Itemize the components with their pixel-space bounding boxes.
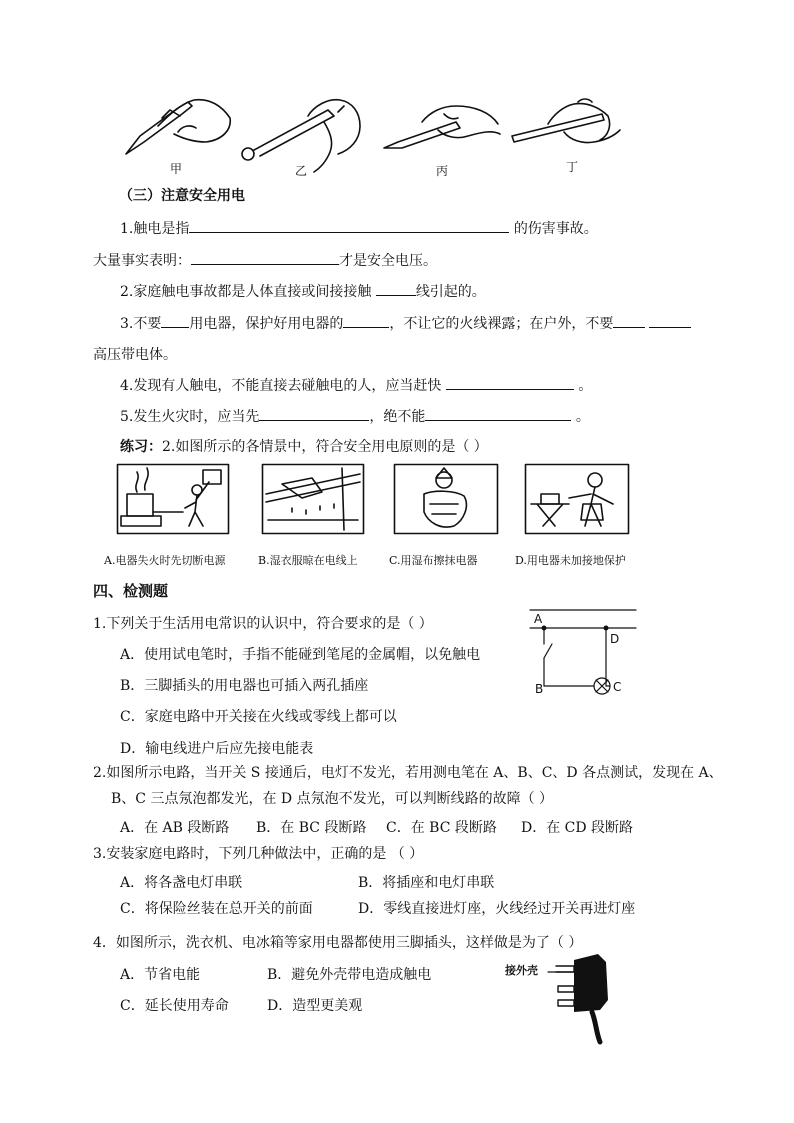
- q1-pre: 1.触电是指: [120, 221, 190, 237]
- q3-continuation: 高压带电体。: [93, 347, 177, 363]
- fact-pre: 大量事实表明：: [93, 253, 191, 269]
- q2-blank: [376, 281, 416, 296]
- test-q1-option-a: A．使用试电笔时，手指不能碰到笔尾的金属帽，以免触电: [120, 647, 481, 663]
- q2-post: 线引起的。: [415, 284, 486, 300]
- scenario-figure-d: [525, 464, 629, 534]
- q2-pre: 2.家庭触电事故都是人体直接或间接接触: [120, 284, 372, 300]
- q4-pre: 4.发现有人触电，不能直接去碰触电的人，应当赶快: [120, 378, 442, 394]
- practice-text: 2.如图所示的各情景中，符合安全用电原则的是（ ）: [162, 439, 488, 455]
- q1-blank: [189, 218, 509, 233]
- q3-b: 用电器，保护好用电器的: [189, 316, 344, 332]
- test-q1-option-d: D．输电线进户后应先接电能表: [120, 741, 314, 757]
- q3-a: 3.不要: [120, 316, 162, 332]
- q4-blank: [446, 375, 574, 390]
- circuit-label-b: B: [535, 682, 544, 696]
- q1-line: [120, 218, 598, 238]
- q1-post: 的伤害事故。: [513, 221, 598, 237]
- test-q3: 3.安装家庭电路时，下列几种做法中，正确的是 （ ）: [93, 846, 424, 862]
- q4-line: [120, 375, 592, 395]
- fact-line: [93, 250, 437, 270]
- test-q1-option-b: B．三脚插头的用电器也可插入两孔插座: [120, 678, 369, 694]
- test-q1-option-c: C．家庭电路中开关接在火线或零线上都可以: [120, 709, 397, 725]
- section-4-title: 四、检测题: [93, 582, 169, 600]
- q2-line: [120, 281, 486, 301]
- test-q2-line1: 2.如图所示电路，当开关 S 接通后，电灯不发光，若用测电笔在 A、B、C、D 各点测试，发现在 A、: [93, 765, 723, 781]
- circuit-label-c: C: [613, 680, 622, 694]
- test-pen-figure-yi: [238, 92, 368, 172]
- fact-post: 才是安全电压。: [339, 253, 437, 269]
- test-q1: 1.下列关于生活用电常识的认识中，符合要求的是（ ）: [93, 616, 433, 632]
- pen-label-jia: 甲: [170, 162, 183, 176]
- q5-blank-1: [259, 406, 369, 421]
- practice-label: 练习：: [120, 439, 162, 455]
- test-q2-option-a: A．在 AB 段断路: [120, 820, 230, 836]
- test-q2-option-c: C．在 BC 段断路: [386, 820, 497, 836]
- q3-blank-3: [613, 313, 645, 328]
- test-q2-line2: B、C 三点氖泡都发光，在 D 点氖泡不发光，可以判断线路的故障（ ）: [111, 791, 554, 807]
- fact-blank: [191, 250, 339, 265]
- circuit-diagram: [530, 604, 640, 700]
- practice-line: [120, 436, 488, 456]
- q3-blank-1: [161, 313, 189, 328]
- test-q3-option-c: C．将保险丝装在总开关的前面: [120, 901, 313, 917]
- scenario-figure-b: [262, 464, 364, 534]
- q4-post: 。: [578, 378, 593, 394]
- test-q4: 4．如图所示，洗衣机、电冰箱等家用电器都使用三脚插头，这样做是为了（ ）: [93, 935, 583, 951]
- q5-c: 。: [575, 409, 590, 425]
- test-q3-option-a: A．将各盏电灯串联: [120, 875, 243, 891]
- test-q4-option-c: C．延长使用寿命: [120, 998, 229, 1014]
- circuit-label-d: D: [610, 632, 620, 646]
- test-pen-figure-ding: [508, 96, 628, 166]
- pen-label-bing: 丙: [436, 164, 449, 178]
- q3-blank-4: [649, 313, 691, 328]
- q5-blank-2: [425, 406, 571, 421]
- test-q4-option-a: A．节省电能: [120, 967, 201, 983]
- q5-b: ，绝不能: [369, 409, 426, 425]
- pen-label-yi: 乙: [295, 164, 308, 178]
- q5-line: [120, 406, 590, 426]
- caption-b: B.湿衣服晾在电线上: [258, 554, 358, 567]
- test-pen-figure-jia: [118, 96, 238, 166]
- section-3-title: （三）注意安全用电: [119, 188, 245, 204]
- q3-c: ，不让它的火线裸露；在户外，不要: [389, 316, 614, 332]
- scenario-figure-c: [394, 464, 498, 534]
- test-q2-option-b: B．在 BC 段断路: [256, 820, 367, 836]
- q3-line: [120, 313, 691, 333]
- plug-label: 接外壳: [505, 964, 538, 977]
- test-q3-option-d: D．零线直接进灯座，火线经过开关再进灯座: [358, 901, 636, 917]
- caption-a: A.电器失火时先切断电源: [104, 554, 226, 567]
- test-pen-figure-bing: [378, 96, 508, 166]
- q5-a: 5.发生火灾时，应当先: [120, 409, 260, 425]
- caption-c: C.用湿布擦抹电器: [389, 554, 478, 567]
- scenario-figure-a: [117, 464, 229, 534]
- circuit-label-a: A: [534, 612, 543, 626]
- test-q2-option-d: D．在 CD 段断路: [521, 820, 634, 836]
- pen-label-ding: 丁: [566, 160, 579, 174]
- test-q4-option-b: B．避免外壳带电造成触电: [267, 967, 432, 983]
- q3-blank-2: [343, 313, 389, 328]
- test-q4-option-d: D．造型更美观: [267, 998, 363, 1014]
- test-q3-option-b: B．将插座和电灯串联: [358, 875, 495, 891]
- three-prong-plug-figure: [548, 952, 618, 1046]
- caption-d: D.用电器未加接地保护: [515, 554, 626, 567]
